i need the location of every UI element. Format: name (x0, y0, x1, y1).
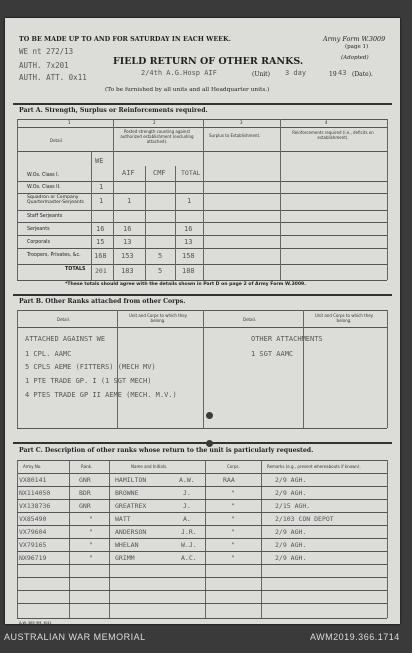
rank: GNR (79, 502, 91, 510)
army-no: VX138736 (19, 502, 51, 510)
handwritten-ref-1: WE nt 272/13 (19, 47, 74, 56)
row-rule (17, 538, 387, 539)
handwritten-year: 43 (338, 69, 347, 77)
handwritten-unit: 2/4th A.G.Hosp AIF (141, 69, 217, 77)
total-aif: 183 (121, 267, 134, 275)
row-rule (17, 248, 387, 249)
row-rule (17, 551, 387, 552)
initials: A. (183, 515, 191, 523)
rank: " (89, 515, 93, 523)
val-pte-cmf: 5 (158, 252, 163, 260)
col-rule (69, 460, 70, 618)
army-no: VX79165 (19, 541, 47, 549)
part-a-col-num-1: 1 (68, 120, 71, 125)
row-rule (17, 590, 387, 591)
val-pte-aif: 153 (121, 252, 134, 260)
col-rule (203, 310, 204, 428)
army-no: VX80141 (19, 476, 47, 484)
part-a-header-bottom (17, 151, 387, 152)
val-pte-total: 158 (182, 252, 195, 260)
form-title: FIELD RETURN OF OTHER RANKS. (113, 56, 304, 67)
row-rule (17, 193, 387, 194)
val-cpl-we: 15 (96, 238, 105, 246)
row-detail-ssgt: Staff Serjeants (27, 214, 63, 219)
col-rule (17, 119, 18, 280)
row-detail-wo1: W.Os. Class I. (27, 173, 60, 178)
part-c-heading: Part C. Description of other ranks whose return to the unit is particularly requested. (19, 447, 314, 454)
remarks: 2/15 AGH. (275, 502, 311, 510)
rank: BDR (79, 489, 91, 497)
part-b-table-top (17, 310, 387, 311)
col-rule (91, 151, 92, 280)
col-rule (203, 119, 204, 280)
footer-institution: AUSTRALIAN WAR MEMORIAL (4, 632, 146, 642)
furnished-note: (To be furnished by all units and all Headquarter units.) (105, 87, 270, 93)
remarks: 2/103 CON DEPOT (275, 515, 334, 523)
row-rule (17, 525, 387, 526)
part-c-col-army-no: Army No. (23, 464, 42, 469)
part-b-heading: Part B. Other Ranks attached from other Corps. (19, 298, 186, 305)
part-a-num-rule (17, 127, 387, 128)
army-no: NX114050 (19, 489, 51, 497)
part-b-entry: 1 CPL. AAMC (25, 350, 72, 358)
val-cpl-total: 13 (184, 238, 193, 246)
val-pte-we: 168 (94, 252, 107, 260)
part-a-col-reinf: Reinforcements required (i.e., deficits on establishment). (292, 130, 374, 140)
val-cpl-aif: 13 (123, 238, 132, 246)
part-b-col-unit-right: Unit and Corps to which they belong. (314, 313, 374, 323)
col-rule (17, 310, 18, 428)
handwritten-ref-3: AUTH. ATT. 0x11 (19, 73, 87, 82)
footer-accession: AWM2019.366.1714 (310, 632, 400, 642)
surname: WHELAN (115, 541, 139, 549)
total-cmf: 5 (158, 267, 163, 275)
initials: A.W. (179, 476, 195, 484)
col-rule (17, 460, 18, 618)
sub-header-total: TOTAL (181, 169, 201, 177)
row-rule (17, 235, 387, 236)
part-a-col-surplus: Surplus to Establishment. (209, 133, 261, 138)
val-sgt-aif: 16 (123, 225, 132, 233)
corps: " (231, 489, 235, 497)
surname: HAMILTON (115, 476, 147, 484)
row-detail-cqms: Squadron or Company Quartermaster-Serjeants (27, 195, 84, 206)
row-rule (17, 564, 387, 565)
punch-hole (206, 440, 213, 447)
row-rule (17, 264, 387, 265)
rank: " (89, 528, 93, 536)
col-rule (261, 460, 262, 618)
part-c-col-rank: Rank. (81, 464, 93, 469)
corps: RAA (223, 476, 235, 484)
col-rule (387, 460, 388, 618)
army-no: NX96719 (19, 554, 47, 562)
total-we: 201 (95, 267, 107, 275)
rank: " (89, 554, 93, 562)
col-rule (387, 310, 388, 428)
val-sgt-total: 16 (184, 225, 193, 233)
part-a-table-top (17, 119, 387, 120)
adopted-label: (Adopted) (341, 55, 369, 61)
sub-header-we: WE (95, 157, 104, 165)
row-rule (17, 577, 387, 578)
initials: J.R. (181, 528, 197, 536)
remarks: 2/9 AGH. (275, 541, 307, 549)
row-rule (17, 603, 387, 604)
rank: " (89, 541, 93, 549)
part-b-entry: 4 PTES TRADE GP II AEME (MECH. M.V.) (25, 391, 177, 399)
army-no: VX79604 (19, 528, 47, 536)
part-a-col-detail: Detail. (50, 138, 64, 143)
col-rule (175, 166, 176, 280)
val-cqms-total: 1 (187, 197, 192, 205)
corps: " (231, 541, 235, 549)
part-a-heading: Part A. Strength, Surplus or Reinforcements required. (19, 107, 208, 114)
initials: A.C. (181, 554, 197, 562)
part-c-col-corps: Corps. (227, 464, 240, 469)
part-a-top-rule (13, 103, 392, 105)
part-a-footnote: *These totals should agree with the details shown in Part D on page 2 of Army Form W.3009. (65, 282, 306, 287)
initials: J. (183, 502, 191, 510)
part-b-entry: 1 SGT AAMC (251, 350, 294, 358)
col-rule (113, 119, 114, 280)
part-c-top-rule (13, 442, 392, 444)
remarks: 2/9 AGH. (275, 554, 307, 562)
row-rule (17, 499, 387, 500)
punch-hole (206, 412, 213, 419)
total-total: 188 (182, 267, 195, 275)
col-rule (387, 119, 388, 280)
row-rule (17, 512, 387, 513)
part-a-col-num-3: 3 (240, 120, 243, 125)
row-rule (17, 181, 387, 182)
row-rule (17, 486, 387, 487)
totals-label: TOTALS (65, 267, 86, 272)
part-a-col-num-2: 2 (153, 120, 156, 125)
part-a-table-bottom (17, 280, 387, 281)
val-wo2-we: 1 (99, 183, 104, 191)
col-rule (280, 119, 281, 280)
surname: ANDERSON (115, 528, 147, 536)
initials: J. (183, 489, 191, 497)
handwritten-ref-2: AUTH. 7x201 (19, 61, 69, 70)
page-number: (page 1) (345, 44, 369, 50)
corps: " (231, 515, 235, 523)
row-rule (17, 222, 387, 223)
part-b-header-bottom (17, 327, 387, 328)
col-rule (109, 460, 110, 618)
row-detail-wo2: W.Os. Class II. (27, 185, 61, 190)
corps: " (231, 502, 235, 510)
part-b-col-detail-right: Detail. (243, 317, 257, 322)
part-c-table-bottom (17, 618, 387, 619)
part-c-table-top (17, 460, 387, 461)
part-b-entry: 1 PTE TRADE GP. I (1 SGT MECH) (25, 377, 152, 385)
sub-header-cmf: CMF (153, 169, 166, 177)
row-detail-sgt: Serjeants (27, 227, 50, 232)
part-b-table-bottom (17, 428, 387, 429)
val-cqms-we: 1 (99, 197, 104, 205)
val-cqms-aif: 1 (127, 197, 132, 205)
part-b-col-unit-left: Unit and Corps to which they belong. (128, 313, 188, 323)
part-b-top-rule (13, 294, 392, 296)
year-prefix: 19 (329, 71, 337, 78)
print-code: A.W. 385 9M. 6/41 (19, 621, 52, 624)
part-c-header-bottom (17, 473, 387, 474)
surname: BROWNE (115, 489, 139, 497)
part-b-entry: OTHER ATTACHMENTS (251, 335, 323, 343)
sub-header-aif: AIF (122, 169, 135, 177)
corps: " (231, 528, 235, 536)
part-a-col-posted: Posted strength counting against authorized establishment (excluding attached). (120, 129, 194, 144)
part-c-col-remarks: Remarks (e.g., present whereabouts if known). (267, 464, 361, 469)
remarks: 2/9 AGH. (275, 489, 307, 497)
part-a-col-num-4: 4 (325, 120, 328, 125)
handwritten-date-day: 3 day (285, 69, 307, 77)
surname: GREATREX (115, 502, 147, 510)
row-detail-pte: Troopers, Privates, &c. (27, 253, 81, 258)
row-rule (17, 210, 387, 211)
unit-label: (Unit) (252, 71, 270, 78)
surname: WATT (115, 515, 131, 523)
form-page (5, 18, 400, 624)
remarks: 2/9 AGH. (275, 476, 307, 484)
row-detail-cpl: Corporals (27, 240, 50, 245)
army-no: VX85490 (19, 515, 47, 523)
initials: W.J. (181, 541, 197, 549)
surname: GRIMM (115, 554, 135, 562)
part-b-entry: ATTACHED AGAINST WE (25, 335, 106, 343)
part-b-entry: 5 CPLS AEME (FITTERS) (MECH MV) (25, 363, 156, 371)
rank: GNR (79, 476, 91, 484)
part-c-col-name: Name and Initials. (131, 464, 168, 469)
form-number: Army Form W.3009 (323, 35, 386, 43)
col-rule (303, 310, 304, 428)
corps: " (231, 554, 235, 562)
col-rule (145, 166, 146, 280)
remarks: 2/9 AGH. (275, 528, 307, 536)
val-sgt-we: 16 (96, 225, 105, 233)
col-rule (205, 460, 206, 618)
date-label: (Date). (352, 71, 373, 78)
part-b-col-detail-left: Detail. (57, 317, 71, 322)
top-instruction: TO BE MADE UP TO AND FOR SATURDAY IN EACH WEEK. (19, 35, 231, 43)
